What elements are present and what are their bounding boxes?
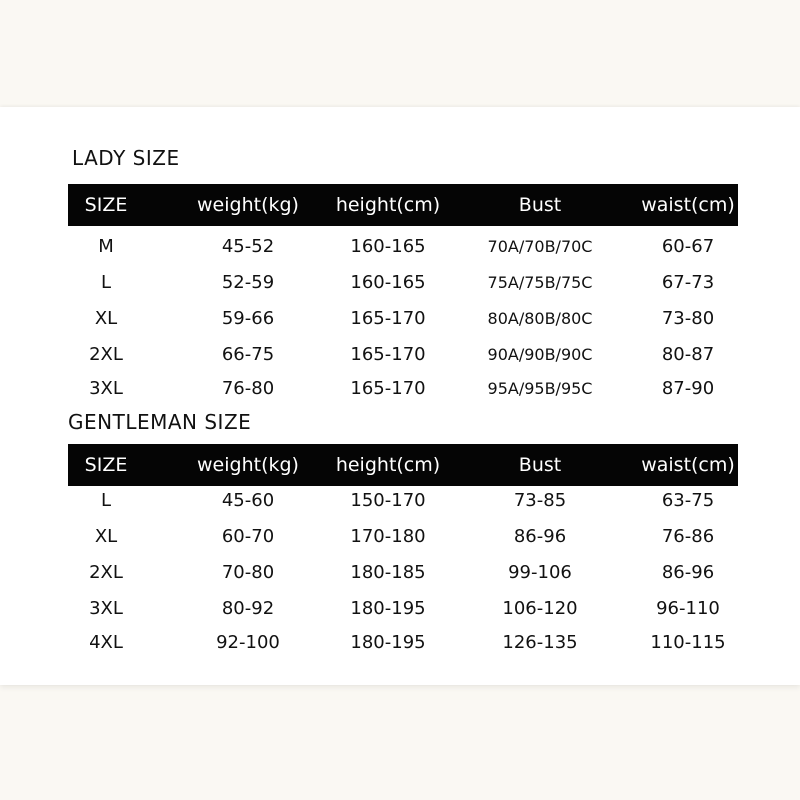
- table-row: [68, 594, 738, 624]
- cell-bust: 80A/80B/80C: [487, 309, 593, 328]
- cell-size: 4XL: [89, 632, 123, 653]
- cell-bust: 126-135: [502, 632, 578, 653]
- cell-size: 3XL: [89, 378, 123, 399]
- cell-height: 165-170: [350, 378, 426, 399]
- lady-size-title: LADY SIZE: [72, 146, 180, 170]
- lady-header-row: [68, 184, 738, 226]
- cell-size: L: [100, 272, 112, 293]
- cell-weight: 92-100: [216, 632, 280, 653]
- table-row: [68, 232, 738, 262]
- header-waist: waist(cm): [641, 194, 735, 216]
- cell-size: M: [98, 236, 114, 257]
- cell-waist: 73-80: [661, 308, 715, 329]
- cell-waist: 60-67: [661, 236, 715, 257]
- table-row: [68, 304, 738, 334]
- cell-waist: 86-96: [661, 562, 715, 583]
- cell-bust: 99-106: [508, 562, 572, 583]
- cell-weight: 45-60: [221, 490, 275, 511]
- cell-bust: 95A/95B/95C: [487, 379, 593, 398]
- cell-height: 150-170: [350, 490, 426, 511]
- cell-size: XL: [94, 308, 118, 329]
- cell-height: 165-170: [350, 308, 426, 329]
- table-row: [68, 340, 738, 370]
- header-size: SIZE: [84, 194, 128, 216]
- cell-weight: 70-80: [221, 562, 275, 583]
- header-bust: Bust: [518, 194, 562, 216]
- header-weight: weight(kg): [197, 454, 299, 476]
- cell-waist: 67-73: [661, 272, 715, 293]
- gentleman-header-row: [68, 444, 738, 486]
- cell-waist: 63-75: [661, 490, 715, 511]
- cell-bust: 90A/90B/90C: [487, 345, 593, 364]
- cell-bust: 73-85: [513, 490, 567, 511]
- cell-size: 2XL: [89, 344, 123, 365]
- cell-height: 180-185: [350, 562, 426, 583]
- cell-height: 160-165: [350, 272, 426, 293]
- table-row: [68, 268, 738, 298]
- gentleman-size-title: GENTLEMAN SIZE: [68, 410, 252, 434]
- cell-height: 170-180: [350, 526, 426, 547]
- cell-bust: 75A/75B/75C: [487, 273, 593, 292]
- header-size: SIZE: [84, 454, 128, 476]
- cell-size: L: [100, 490, 112, 511]
- table-row: [68, 486, 738, 516]
- header-bust: Bust: [518, 454, 562, 476]
- header-height: height(cm): [335, 194, 441, 216]
- cell-weight: 59-66: [221, 308, 275, 329]
- cell-weight: 66-75: [221, 344, 275, 365]
- cell-bust: 86-96: [513, 526, 567, 547]
- header-height: height(cm): [335, 454, 441, 476]
- cell-weight: 76-80: [221, 378, 275, 399]
- header-weight: weight(kg): [197, 194, 299, 216]
- cell-waist: 96-110: [656, 598, 720, 619]
- cell-waist: 110-115: [650, 632, 726, 653]
- cell-waist: 87-90: [661, 378, 715, 399]
- header-waist: waist(cm): [641, 454, 735, 476]
- cell-height: 160-165: [350, 236, 426, 257]
- cell-bust: 70A/70B/70C: [487, 237, 593, 256]
- cell-height: 180-195: [350, 632, 426, 653]
- cell-waist: 76-86: [661, 526, 715, 547]
- cell-weight: 60-70: [221, 526, 275, 547]
- table-row: [68, 558, 738, 588]
- cell-size: 2XL: [89, 562, 123, 583]
- cell-height: 165-170: [350, 344, 426, 365]
- table-row: [68, 628, 738, 658]
- cell-size: 3XL: [89, 598, 123, 619]
- cell-waist: 80-87: [661, 344, 715, 365]
- cell-weight: 80-92: [221, 598, 275, 619]
- cell-weight: 52-59: [221, 272, 275, 293]
- table-row: [68, 374, 738, 404]
- cell-height: 180-195: [350, 598, 426, 619]
- cell-bust: 106-120: [502, 598, 578, 619]
- table-row: [68, 522, 738, 552]
- cell-weight: 45-52: [221, 236, 275, 257]
- cell-size: XL: [94, 526, 118, 547]
